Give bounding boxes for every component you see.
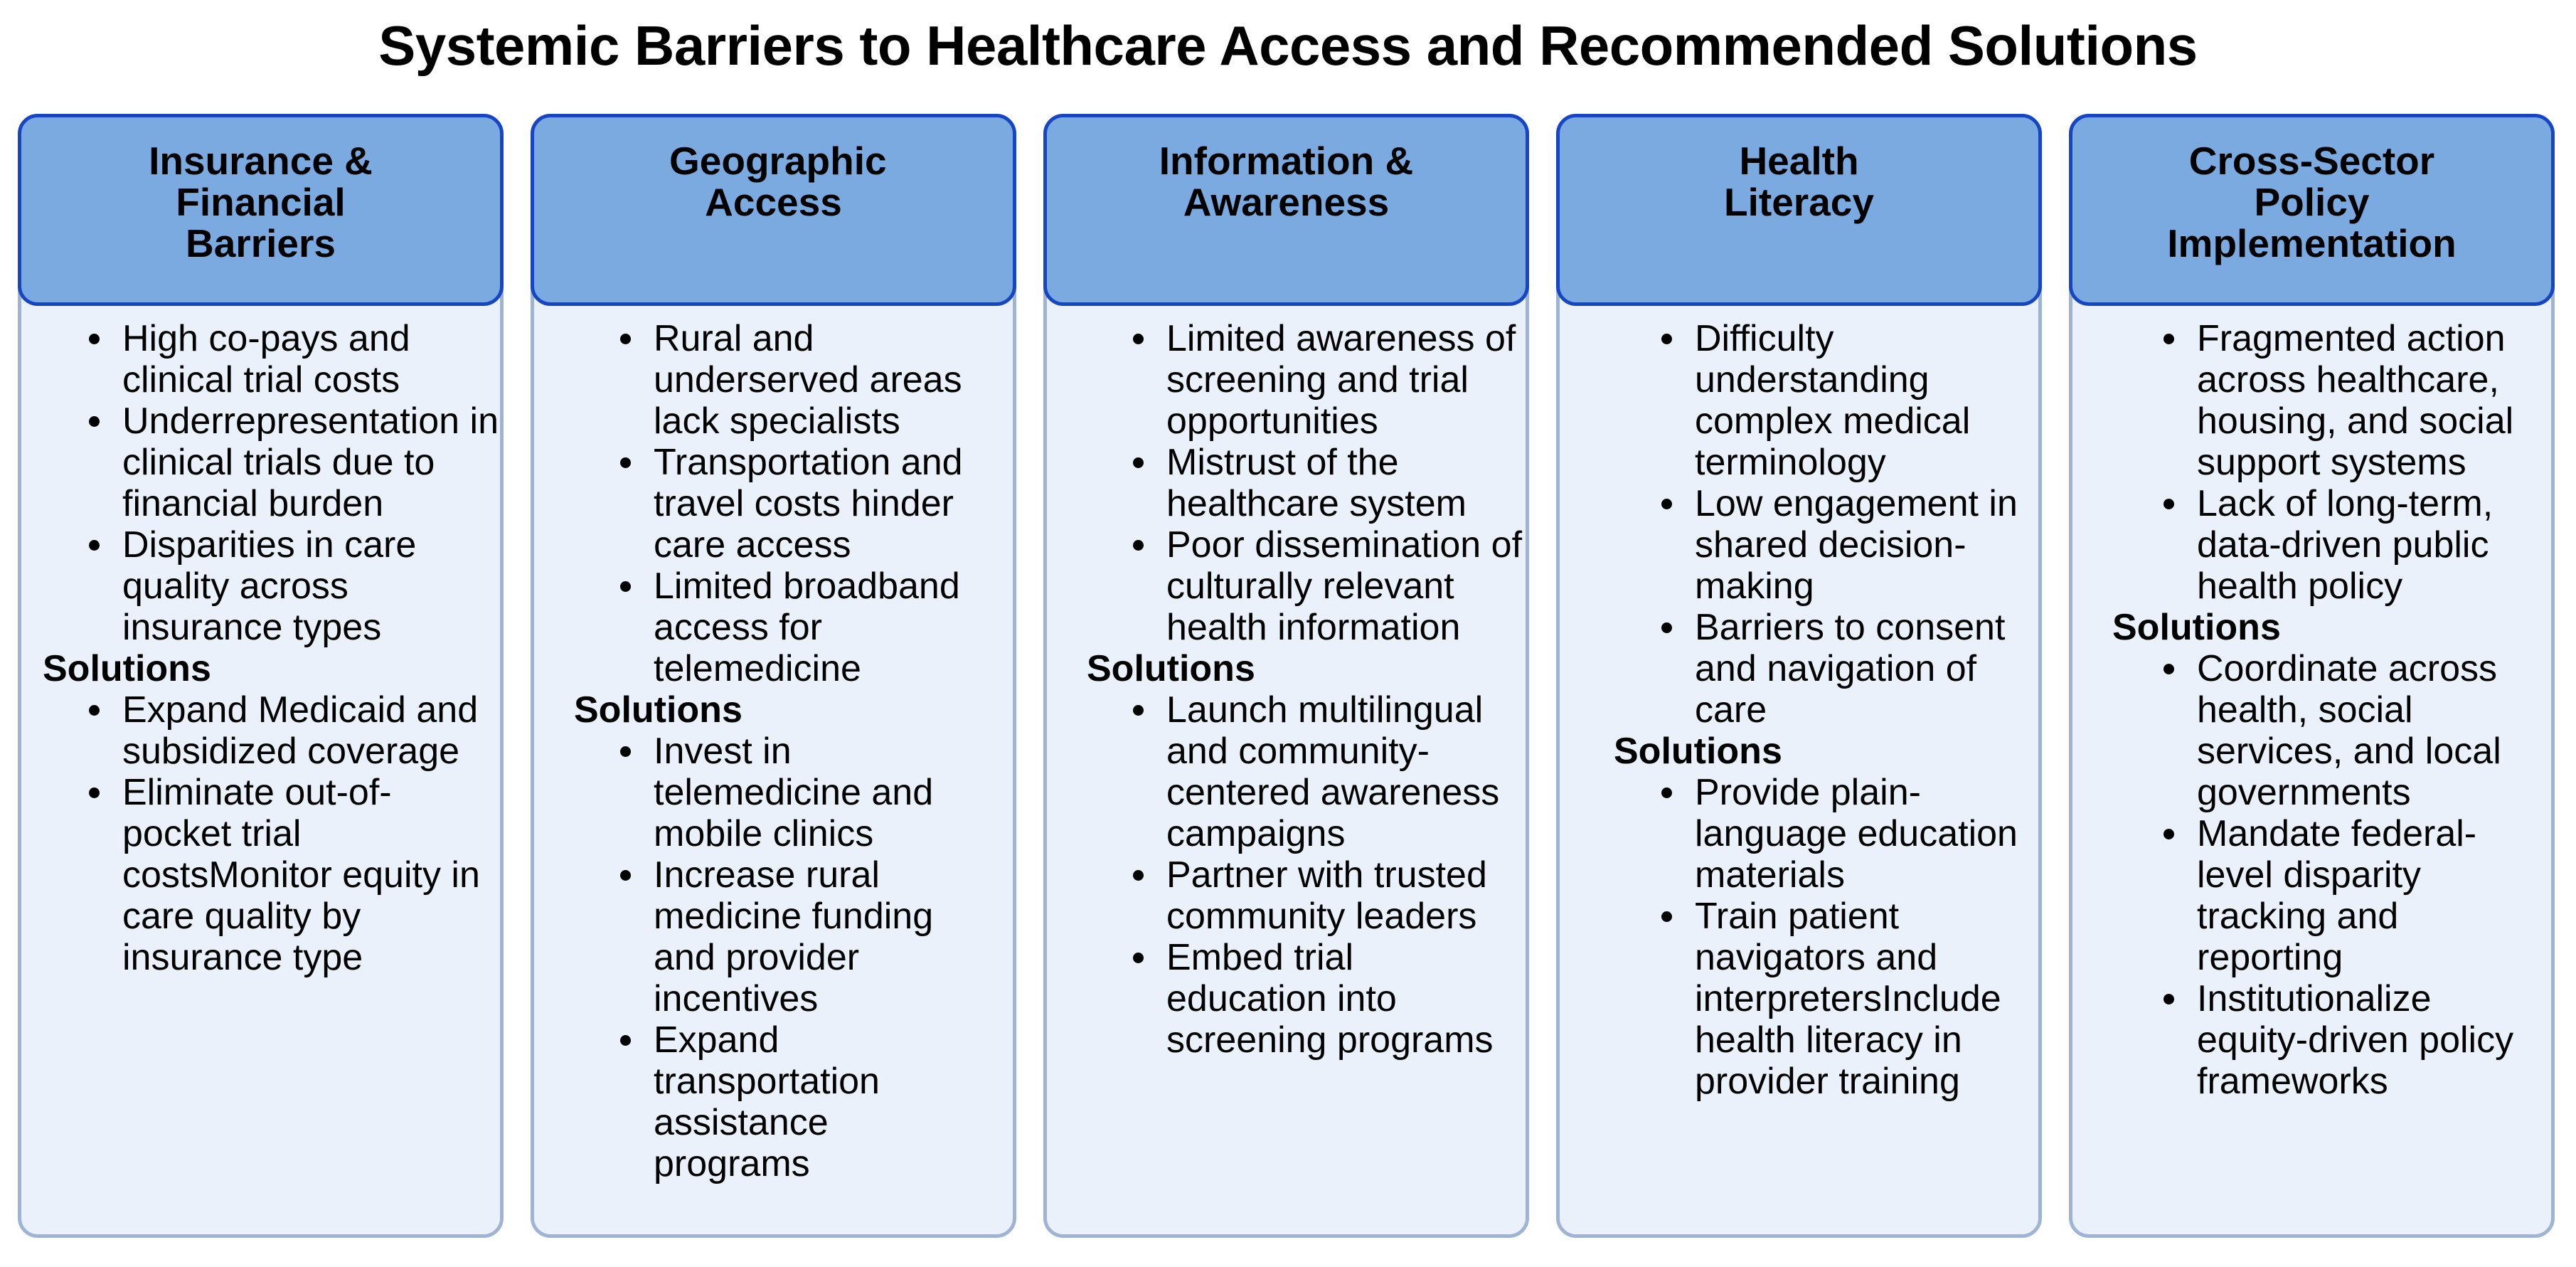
solution-item: Eliminate out-of-pocket trial costsMonitor equity in care quality by insurance type [122, 772, 492, 978]
solution-list [654, 731, 988, 1184]
solution-item: Coordinate across health, social services, and local governments [2197, 648, 2531, 813]
barrier-item: Mistrust of the healthcare system [1166, 442, 1529, 524]
barrier-item: Lack of long-term, data-driven public health policy [2197, 483, 2524, 607]
barrier-item: Rural and underserved areas lack specialists [654, 318, 1016, 442]
solutions-label: Solutions [43, 648, 211, 689]
column-header: Insurance & Financial Barriers [18, 114, 504, 306]
column-body [534, 318, 1013, 1184]
solutions-label: Solutions [1087, 648, 1255, 689]
solution-item: Launch multilingual and community-centered awareness campaigns [1166, 689, 1515, 854]
column-insurance-financial [18, 114, 504, 1238]
column-cross-sector-policy [2069, 114, 2555, 1238]
solution-item: Provide plain-language education materials [1695, 772, 2036, 896]
column-body [21, 318, 500, 978]
column-body [2072, 318, 2551, 1102]
barrier-item: Difficulty understanding complex medical terminology [1695, 318, 2029, 483]
solution-item: Institutionalize equity-driven policy frameworks [2197, 978, 2531, 1102]
column-geographic-access [531, 114, 1016, 1238]
barrier-list [1166, 318, 1529, 648]
barrier-list [2197, 318, 2524, 607]
solution-item: Expand transportation assistance programs [654, 1019, 988, 1184]
column-header: Cross-Sector Policy Implementation [2069, 114, 2555, 306]
column-header: Health Literacy [1556, 114, 2042, 306]
barrier-item: High co-pays and clinical trial costs [122, 318, 506, 401]
solution-item: Increase rural medicine funding and provider incentives [654, 854, 988, 1019]
barrier-item: Limited broadband access for telemedicine [654, 566, 1016, 689]
column-body [1047, 318, 1526, 1061]
solution-list [122, 689, 492, 978]
solution-item: Mandate federal-level disparity tracking and reporting [2197, 813, 2531, 978]
solution-item: Expand Medicaid and subsidized coverage [122, 689, 492, 772]
solution-item: Embed trial education into screening programs [1166, 937, 1515, 1061]
barrier-list [122, 318, 506, 648]
solution-list [2197, 648, 2531, 1102]
barrier-item: Low engagement in shared decision-making [1695, 483, 2029, 607]
barrier-item: Poor dissemination of culturally relevant health information [1166, 524, 1529, 648]
column-body [1560, 318, 2038, 1102]
column-health-literacy [1556, 114, 2042, 1238]
solution-item: Partner with trusted community leaders [1166, 854, 1515, 937]
solutions-label: Solutions [574, 689, 743, 731]
solution-list [1695, 772, 2036, 1102]
barrier-item: Limited awareness of screening and trial opportunities [1166, 318, 1529, 442]
column-information-awareness [1043, 114, 1529, 1238]
barrier-item: Underrepresentation in clinical trials due to financial burden [122, 401, 506, 524]
solution-list [1166, 689, 1515, 1061]
barrier-list [654, 318, 1016, 689]
barrier-item: Barriers to consent and navigation of care [1695, 607, 2029, 731]
barrier-item: Disparities in care quality across insurance types [122, 524, 506, 648]
solution-item: Train patient navigators and interpretersInclude health literacy in provider training [1695, 896, 2036, 1102]
barrier-list [1695, 318, 2029, 731]
column-header: Geographic Access [531, 114, 1016, 306]
solution-item: Invest in telemedicine and mobile clinics [654, 731, 988, 854]
solutions-label: Solutions [1614, 731, 1782, 772]
solutions-label: Solutions [2112, 607, 2281, 648]
barrier-item: Fragmented action across healthcare, housing, and social support systems [2197, 318, 2524, 483]
barrier-item: Transportation and travel costs hinder care access [654, 442, 1016, 566]
column-header: Information & Awareness [1043, 114, 1529, 306]
diagram-title: Systemic Barriers to Healthcare Access and Recommended Solutions [378, 14, 2198, 77]
